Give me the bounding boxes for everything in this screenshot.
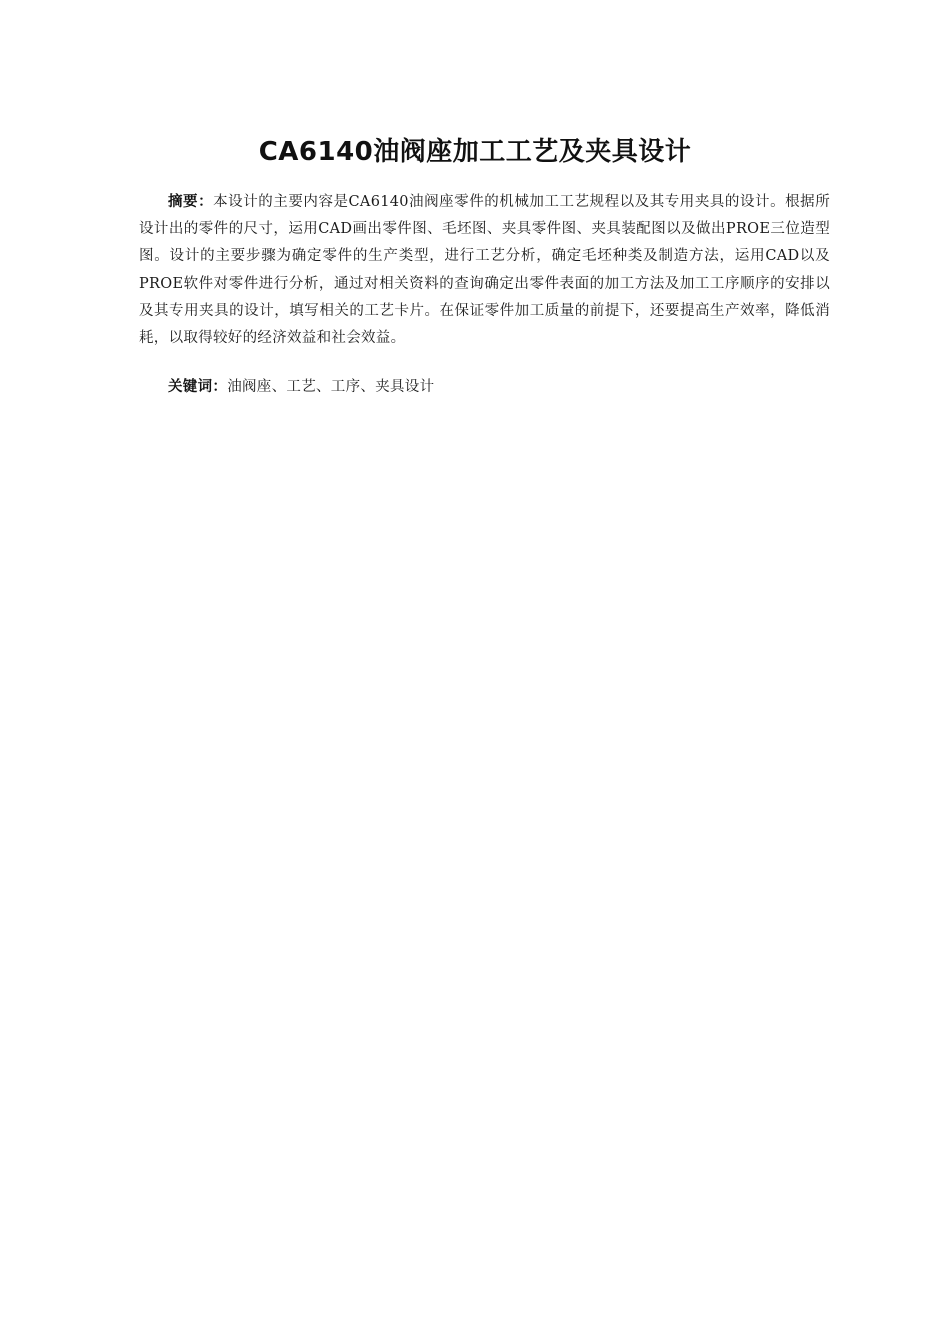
keywords-text: 油阀座、工艺、工序、夹具设计 [227,379,435,395]
abstract-label: 摘要： [168,193,214,210]
abstract-text: 本设计的主要内容是CA6140油阀座零件的机械加工工艺规程以及其专用夹具的设计。根据所设计出的零件的尺寸，运用CAD画出零件图、毛坯图、夹具零件图、夹具装配图以及做出PROE三位造型图。设计的主要步骤为确定零件的生产类型，进行工艺分析，确定毛坯种类及制造方法，运用CAD以及PROE软件对零件进行分析，通过对相关资料的查询确定出零件表面的加工方法及加工工序顺序的安排以及其专用夹具的设计，填写相关的工艺卡片。在保证零件加工质量的前提下，还要提高生产效率，降低消耗，以取得较好的经济效益和社会效益。 [139,194,830,347]
document-title: CA6140油阀座加工工艺及夹具设计 [258,137,692,167]
keywords-paragraph [139,373,830,401]
keywords-label: 关键词： [168,378,228,395]
abstract-paragraph [139,188,830,352]
